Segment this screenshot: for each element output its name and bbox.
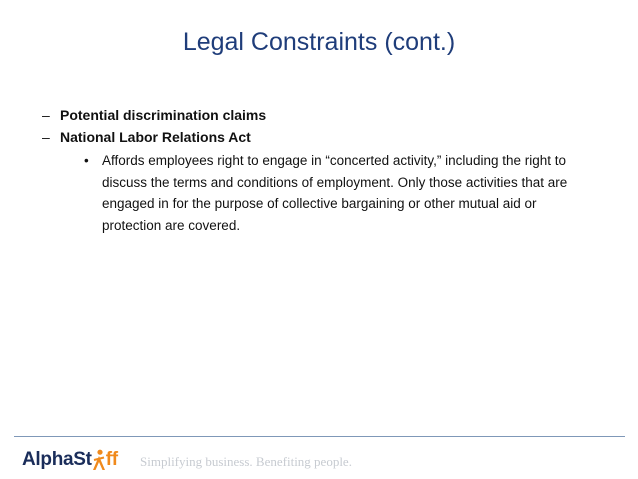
sub-bullet-text: Affords employees right to engage in “concerted activity,” including the right to discuss the terms and conditions of employment. Only those activities that are engaged in for the purpose of collective bargaining or other mutual aid or protection are covered. <box>102 153 568 233</box>
logo-figure-icon <box>92 449 106 471</box>
alphastaff-logo <box>22 449 118 471</box>
bullet-marker: – <box>42 107 50 123</box>
bullet-marker: – <box>42 129 50 145</box>
logo-wordmark-ff: ff <box>105 449 118 470</box>
footer-divider <box>14 436 625 437</box>
bullet-item <box>42 104 602 126</box>
slide-title: Legal Constraints (cont.) <box>182 28 456 56</box>
sub-bullet-item <box>84 150 602 236</box>
footer-tagline: Simplifying business. Benefiting people. <box>140 454 352 469</box>
logo-wordmark-alpha: AlphaSt <box>22 449 92 470</box>
sub-bullet-marker: • <box>84 153 89 168</box>
bullet-text: National Labor Relations Act <box>60 129 251 145</box>
bullet-list <box>42 104 602 236</box>
bullet-item <box>42 126 602 148</box>
bullet-text: Potential discrimination claims <box>60 107 267 123</box>
